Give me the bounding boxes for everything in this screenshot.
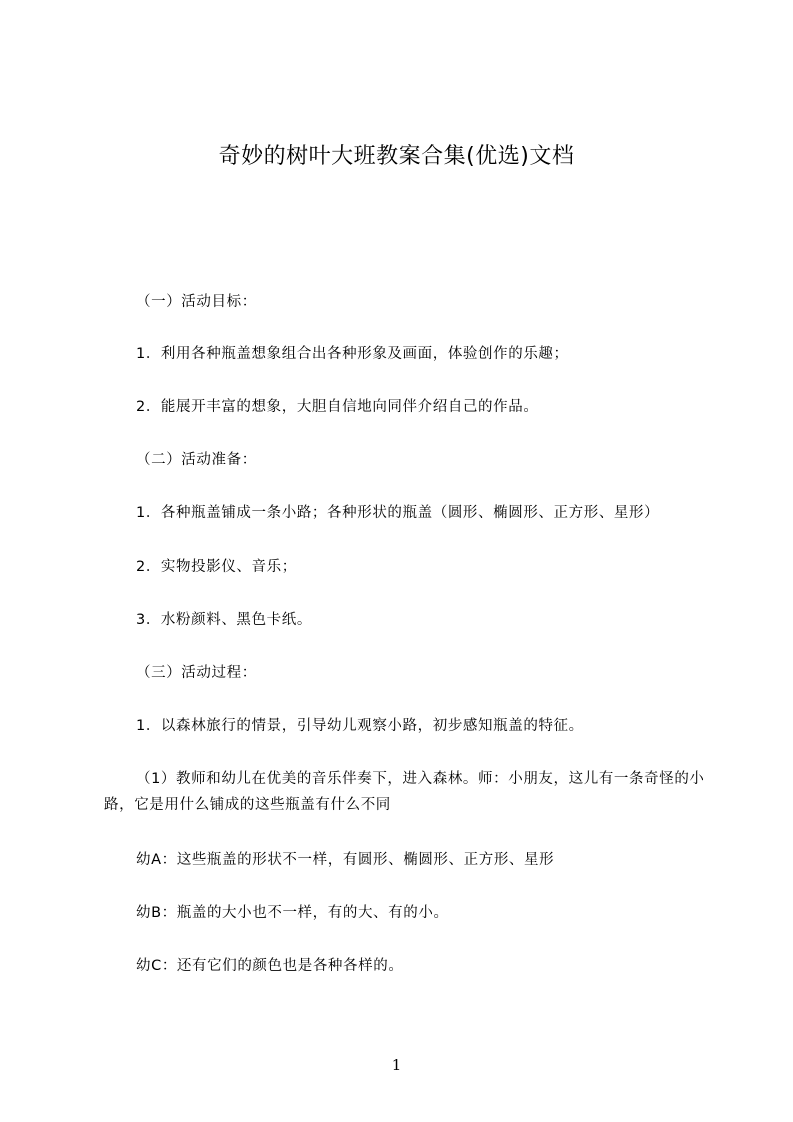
page-number: 1 bbox=[391, 1056, 402, 1074]
section-heading-goals: （一）活动目标： bbox=[136, 294, 257, 310]
paragraph-prep-2: 2．实物投影仪、音乐； bbox=[136, 559, 297, 575]
paragraph-goal-2: 2．能展开丰富的想象，大胆自信地向同伴介绍自己的作品。 bbox=[136, 399, 539, 415]
paragraph-prep-3: 3．水粉颜料、黑色卡纸。 bbox=[136, 612, 312, 628]
paragraph-child-c: 幼C：还有它们的颜色也是各种各样的。 bbox=[136, 958, 404, 974]
paragraph-child-a: 幼A：这些瓶盖的形状不一样，有圆形、椭圆形、正方形、星形 bbox=[136, 852, 555, 868]
paragraph-child-b: 幼B：瓶盖的大小也不一样，有的大、有的小。 bbox=[136, 905, 449, 921]
paragraph-process-1: 1．以森林旅行的情景，引导幼儿观察小路，初步感知瓶盖的特征。 bbox=[136, 718, 584, 734]
document-title: 奇妙的树叶大班教案合集(优选)文档 bbox=[218, 144, 575, 169]
paragraph-goal-1: 1．利用各种瓶盖想象组合出各种形象及画面，体验创作的乐趣； bbox=[136, 346, 569, 362]
paragraph-prep-1: 1．各种瓶盖铺成一条小路；各种形状的瓶盖（圆形、椭圆形、正方形、星形） bbox=[136, 505, 660, 521]
section-heading-preparation: （二）活动准备： bbox=[136, 452, 257, 468]
section-heading-process: （三）活动过程： bbox=[136, 665, 257, 681]
paragraph-process-1-1: （1）教师和幼儿在优美的音乐伴奏下，进入森林。师：小朋友，这儿有一条奇怪的小路，它是用什么铺成的这些瓶盖有什么不同 bbox=[104, 771, 705, 813]
